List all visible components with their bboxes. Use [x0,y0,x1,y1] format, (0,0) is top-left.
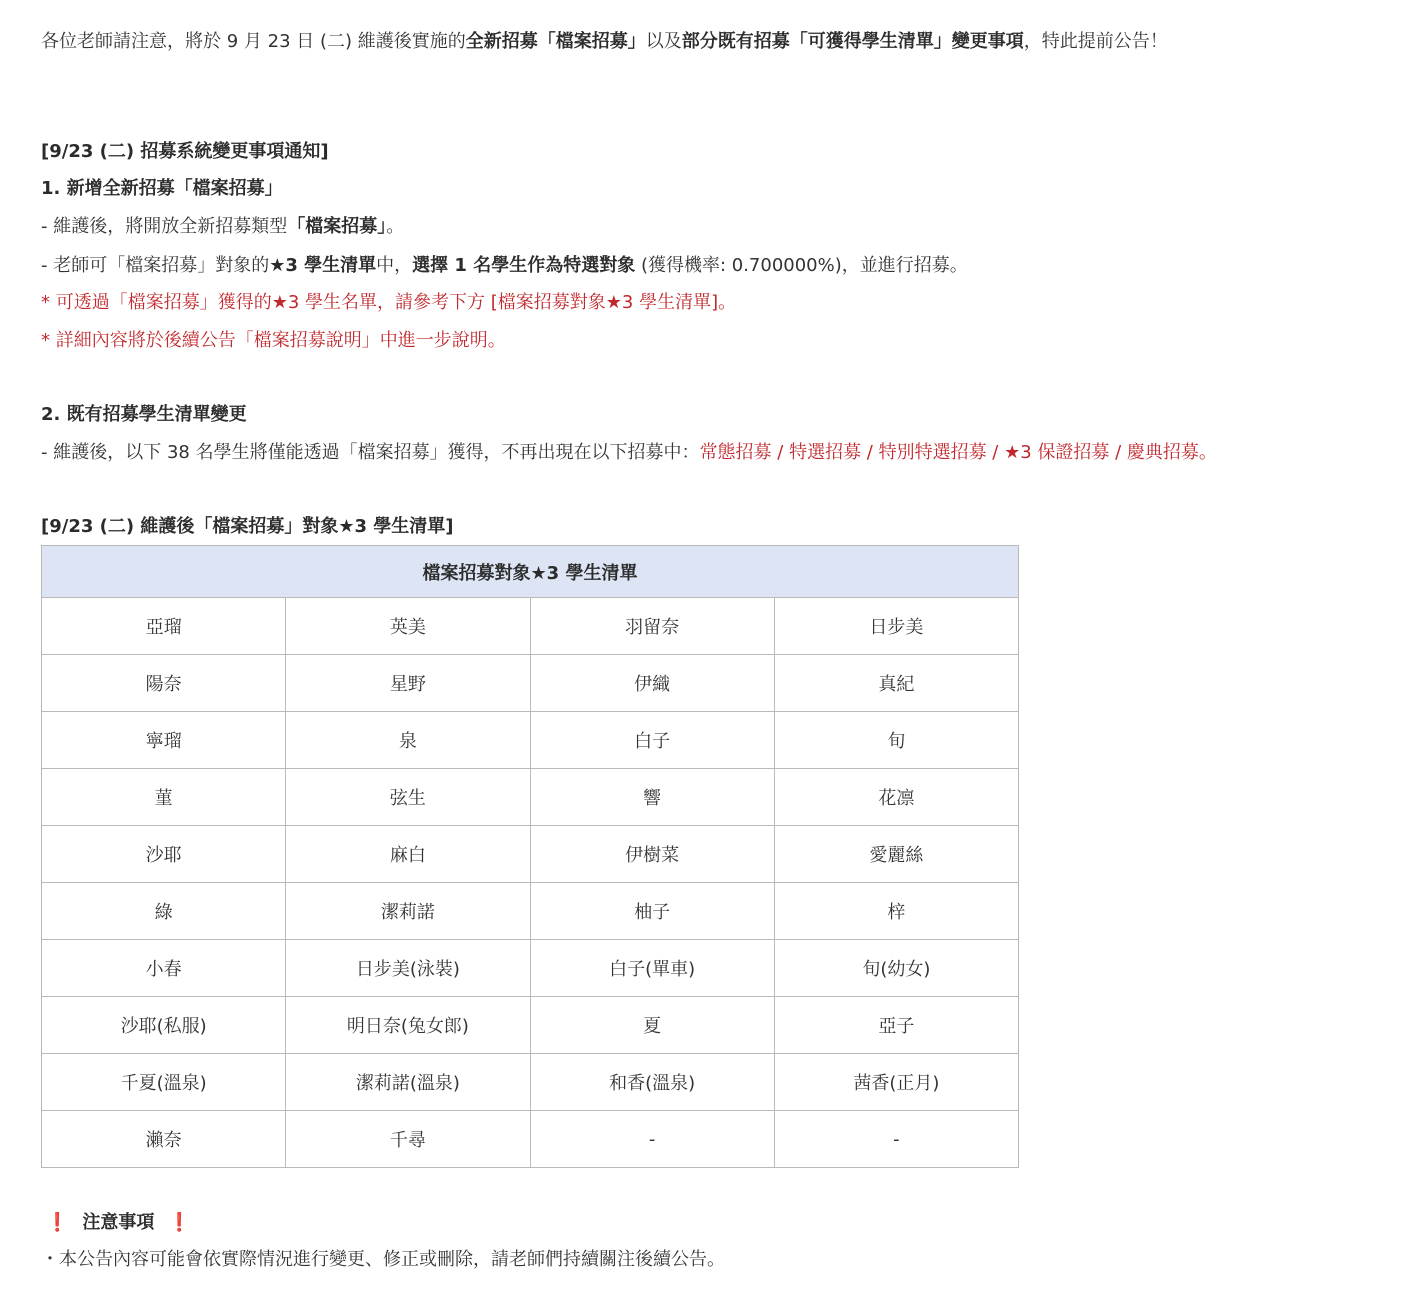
section1-note1: * 可透過「檔案招募」獲得的★3 學生名單，請參考下方 [檔案招募對象★3 學生清單]。 [41,292,737,313]
s1l2-bold-1: ★3 學生清單 [269,255,377,276]
table-cell: 亞子 [774,997,1018,1054]
table-cell: 泉 [286,712,530,769]
table-row [42,598,1019,655]
table-cell: 瀨奈 [42,1111,286,1168]
intro-text-3: ，特此提前公告！ [1023,31,1168,52]
table-row [42,997,1019,1054]
s2l1-text-1: - 維護後，以下 38 名學生將僅能透過「檔案招募」獲得，不再出現在以下招募中： [41,442,700,463]
section2-line1 [41,441,1217,465]
intro-text-2: 以及 [645,31,682,52]
exclamation-icon: ❗ [46,1212,69,1233]
table-row [42,769,1019,826]
s1l1-text-1: - 維護後，將開放全新招募類型 [41,216,288,237]
caution-heading [46,1211,191,1235]
section1-heading: 1. 新增全新招募「檔案招募」 [41,178,283,199]
table-cell: 真紀 [774,655,1018,712]
s2l1-red-list: 常態招募 / 特選招募 / 特別特選招募 / ★3 保證招募 / 慶典招募。 [699,442,1217,463]
caution-title: 注意事項 [82,1212,155,1233]
exclamation-icon: ❗ [168,1212,191,1233]
intro-text-1: 各位老師請注意，將於 9 月 23 日 (二) 維護後實施的 [41,31,466,52]
table-cell: 寧瑠 [42,712,286,769]
intro-paragraph [41,30,1168,54]
table-row [42,1111,1019,1168]
table-header: 檔案招募對象★3 學生清單 [42,546,1019,598]
table-cell: 星野 [286,655,530,712]
s1l2-bold-2: 選擇 1 名學生作為特選對象 [412,255,636,276]
table-cell: 日步美 [774,598,1018,655]
table-cell: 菫 [42,769,286,826]
table-cell: 明日奈(兔女郎) [286,997,530,1054]
section1-line1 [41,215,404,239]
table-cell: 日步美(泳裝) [286,940,530,997]
table-row [42,940,1019,997]
table-row [42,712,1019,769]
notice-title: [9/23 (二) 招募系統變更事項通知] [41,141,329,162]
table-row [42,655,1019,712]
table-cell: 白子(單車) [530,940,774,997]
table-cell: 千尋 [286,1111,530,1168]
table-cell: 羽留奈 [530,598,774,655]
table-cell: 弦生 [286,769,530,826]
table-cell: 旬 [774,712,1018,769]
table-title: [9/23 (二) 維護後「檔案招募」對象★3 學生清單] [41,516,454,537]
table-cell: 柚子 [530,883,774,940]
table-cell: - [774,1111,1018,1168]
table-cell: 英美 [286,598,530,655]
table-cell: 小春 [42,940,286,997]
table-cell: 陽奈 [42,655,286,712]
table-cell: 潔莉諾 [286,883,530,940]
table-row [42,826,1019,883]
table-cell: 和香(溫泉) [530,1054,774,1111]
s1l1-bold-1: 「檔案招募」 [287,216,387,237]
caution-item: ・本公告內容可能會依實際情況進行變更、修正或刪除，請老師們持續關注後續公告。 [41,1249,725,1270]
table-cell: - [530,1111,774,1168]
table-cell: 花凛 [774,769,1018,826]
table-header-row [42,546,1019,598]
section2-heading: 2. 既有招募學生清單變更 [41,404,247,425]
intro-bold-1: 全新招募「檔案招募」 [465,31,646,52]
s1l2-text-2: 中， [376,255,413,276]
table-cell: 千夏(溫泉) [42,1054,286,1111]
s1l2-text-1: - 老師可「檔案招募」對象的 [41,255,270,276]
table-cell: 綠 [42,883,286,940]
table-cell: 伊樹菜 [530,826,774,883]
table-cell: 茜香(正月) [774,1054,1018,1111]
section1-line2 [41,254,968,278]
table-cell: 沙耶 [42,826,286,883]
table-cell: 潔莉諾(溫泉) [286,1054,530,1111]
table-cell: 亞瑠 [42,598,286,655]
table-cell: 伊織 [530,655,774,712]
table-cell: 麻白 [286,826,530,883]
intro-bold-2: 部分既有招募「可獲得學生清單」變更事項 [681,31,1024,52]
table-body [42,598,1019,1168]
table-cell: 梓 [774,883,1018,940]
table-cell: 白子 [530,712,774,769]
table-row [42,883,1019,940]
section1-note2: * 詳細內容將於後續公告「檔案招募說明」中進一步說明。 [41,330,506,351]
student-table [41,545,1019,1168]
s1l1-text-2: 。 [386,216,405,237]
table-cell: 夏 [530,997,774,1054]
s1l2-text-3: (獲得機率: 0.700000%)，並進行招募。 [635,255,968,276]
table-cell: 旬(幼女) [774,940,1018,997]
table-cell: 沙耶(私服) [42,997,286,1054]
table-cell: 響 [530,769,774,826]
table-cell: 愛麗絲 [774,826,1018,883]
table-row [42,1054,1019,1111]
